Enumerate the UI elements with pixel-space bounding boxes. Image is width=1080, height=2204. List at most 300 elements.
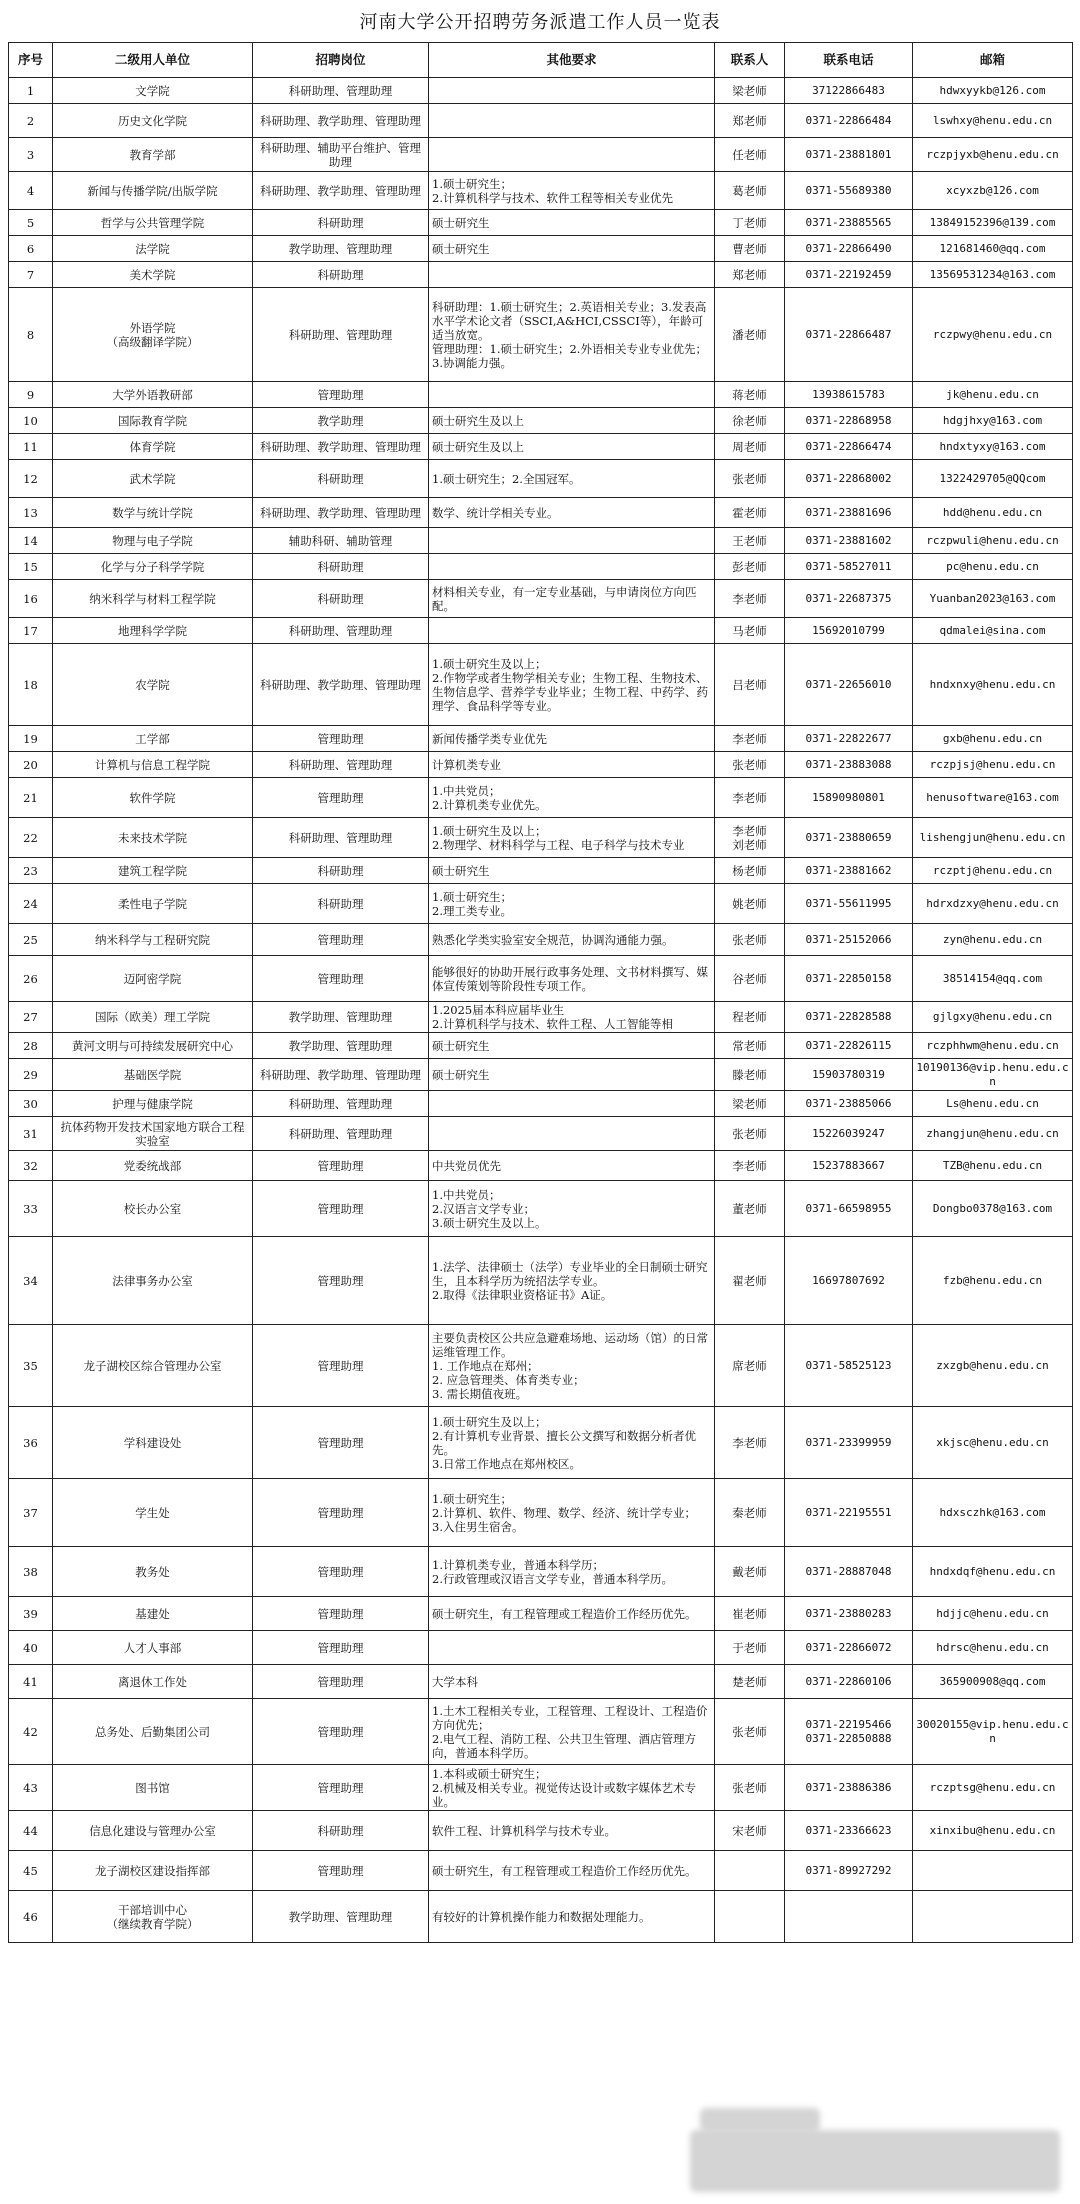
row-number: 18: [9, 644, 53, 726]
row-number: 26: [9, 956, 53, 1002]
header-no: 序号: [9, 43, 53, 78]
table-row: [9, 1407, 1073, 1479]
post-cell: 教学助理、管理助理: [253, 1033, 429, 1059]
table-row: [9, 752, 1073, 778]
table-row: [9, 1237, 1073, 1325]
contact-cell: 常老师: [715, 1033, 785, 1059]
requirements-cell: [429, 78, 715, 104]
unit-cell: 人才人事部: [53, 1631, 253, 1665]
row-number: 5: [9, 210, 53, 236]
phone-cell: 0371-22850158: [785, 956, 913, 1002]
unit-cell: 工学部: [53, 726, 253, 752]
post-cell: 科研助理、管理助理: [253, 752, 429, 778]
sheet-title: 河南大学公开招聘劳务派遣工作人员一览表: [359, 12, 721, 33]
contact-cell: 张老师: [715, 1765, 785, 1811]
table-row: [9, 1151, 1073, 1181]
contact-cell: 梁老师: [715, 1091, 785, 1117]
row-number: 30: [9, 1091, 53, 1117]
row-number: 6: [9, 236, 53, 262]
phone-cell: 0371-22192459: [785, 262, 913, 288]
row-number: 40: [9, 1631, 53, 1665]
row-number: 12: [9, 460, 53, 498]
unit-cell: 法学院: [53, 236, 253, 262]
requirements-cell: [429, 528, 715, 554]
table-row: [9, 434, 1073, 460]
requirements-cell: 数学、统计学相关专业。: [429, 498, 715, 528]
unit-cell: 教育学部: [53, 138, 253, 172]
table-row: [9, 1181, 1073, 1237]
email-cell: pc@henu.edu.cn: [913, 554, 1073, 580]
requirements-cell: 科研助理：1.硕士研究生；2.英语相关专业；3.发表高水平学术论文者（SSCI,A&HCI,CSSCI等），年龄可适当放宽。 管理助理：1.硕士研究生；2.外语相关专业专业优先；3.协调能力强。: [429, 288, 715, 382]
post-cell: 科研助理: [253, 1811, 429, 1851]
post-cell: 管理助理: [253, 1631, 429, 1665]
table-row: [9, 408, 1073, 434]
requirements-cell: [429, 262, 715, 288]
phone-cell: 0371-25152066: [785, 924, 913, 956]
table-row: [9, 554, 1073, 580]
contact-cell: 崔老师: [715, 1597, 785, 1631]
contact-cell: 翟老师: [715, 1237, 785, 1325]
email-cell: gxb@henu.edu.cn: [913, 726, 1073, 752]
header-row: [9, 43, 1073, 78]
unit-cell: 物理与电子学院: [53, 528, 253, 554]
unit-cell: 学生处: [53, 1479, 253, 1547]
email-cell: lswhxy@henu.edu.cn: [913, 104, 1073, 138]
email-cell: rczpwuli@henu.edu.cn: [913, 528, 1073, 554]
phone-cell: 0371-22828588: [785, 1002, 913, 1033]
requirements-cell: [429, 382, 715, 408]
table-row: [9, 104, 1073, 138]
requirements-cell: 1.硕士研究生； 2.计算机科学与技术、软件工程等相关专业优先: [429, 172, 715, 210]
row-number: 38: [9, 1547, 53, 1597]
contact-cell: 徐老师: [715, 408, 785, 434]
contact-cell: 楚老师: [715, 1665, 785, 1699]
phone-cell: 15692010799: [785, 618, 913, 644]
requirements-cell: 1.中共党员； 2.计算机类专业优先。: [429, 778, 715, 818]
contact-cell: 程老师: [715, 1002, 785, 1033]
contact-cell: 张老师: [715, 924, 785, 956]
requirements-cell: 计算机类专业: [429, 752, 715, 778]
unit-cell: 基础医学院: [53, 1059, 253, 1091]
contact-cell: 李老师 刘老师: [715, 818, 785, 858]
header-phone: 联系电话: [785, 43, 913, 78]
requirements-cell: [429, 1091, 715, 1117]
header-contact: 联系人: [715, 43, 785, 78]
contact-cell: 李老师: [715, 778, 785, 818]
contact-cell: 王老师: [715, 528, 785, 554]
post-cell: 管理助理: [253, 1851, 429, 1891]
contact-cell: 梁老师: [715, 78, 785, 104]
unit-cell: 地理科学学院: [53, 618, 253, 644]
row-number: 44: [9, 1811, 53, 1851]
post-cell: 管理助理: [253, 924, 429, 956]
unit-cell: 柔性电子学院: [53, 884, 253, 924]
phone-cell: 0371-22868002: [785, 460, 913, 498]
row-number: 43: [9, 1765, 53, 1811]
row-number: 29: [9, 1059, 53, 1091]
requirements-cell: 硕士研究生: [429, 236, 715, 262]
requirements-cell: 硕士研究生: [429, 1033, 715, 1059]
post-cell: 管理助理: [253, 778, 429, 818]
requirements-cell: [429, 138, 715, 172]
post-cell: 管理助理: [253, 1237, 429, 1325]
email-cell: Ls@henu.edu.cn: [913, 1091, 1073, 1117]
row-number: 8: [9, 288, 53, 382]
email-cell: hdrxdzxy@henu.edu.cn: [913, 884, 1073, 924]
email-cell: hdwxyykb@126.com: [913, 78, 1073, 104]
phone-cell: 15890980801: [785, 778, 913, 818]
post-cell: 科研助理: [253, 554, 429, 580]
post-cell: 管理助理: [253, 726, 429, 752]
phone-cell: 0371-22860106: [785, 1665, 913, 1699]
requirements-cell: 硕士研究生: [429, 1059, 715, 1091]
email-cell: hdd@henu.edu.cn: [913, 498, 1073, 528]
phone-cell: 15226039247: [785, 1117, 913, 1151]
email-cell: hndxtyxy@163.com: [913, 434, 1073, 460]
requirements-cell: [429, 1117, 715, 1151]
table-row: [9, 78, 1073, 104]
email-cell: 1322429705@QQcom: [913, 460, 1073, 498]
contact-cell: 李老师: [715, 726, 785, 752]
post-cell: 管理助理: [253, 1151, 429, 1181]
email-cell: [913, 1851, 1073, 1891]
row-number: 24: [9, 884, 53, 924]
unit-cell: 纳米科学与材料工程学院: [53, 580, 253, 618]
email-cell: Dongbo0378@163.com: [913, 1181, 1073, 1237]
contact-cell: 董老师: [715, 1181, 785, 1237]
email-cell: 10190136@vip.henu.edu.cn: [913, 1059, 1073, 1091]
row-number: 15: [9, 554, 53, 580]
contact-cell: 霍老师: [715, 498, 785, 528]
email-cell: gjlgxy@henu.edu.cn: [913, 1002, 1073, 1033]
contact-cell: 杨老师: [715, 858, 785, 884]
phone-cell: 0371-58525123: [785, 1325, 913, 1407]
phone-cell: 0371-23881696: [785, 498, 913, 528]
table-row: [9, 1479, 1073, 1547]
contact-cell: 郑老师: [715, 262, 785, 288]
contact-cell: 于老师: [715, 1631, 785, 1665]
phone-cell: 0371-23881801: [785, 138, 913, 172]
table-row: [9, 1597, 1073, 1631]
row-number: 13: [9, 498, 53, 528]
unit-cell: 建筑工程学院: [53, 858, 253, 884]
unit-cell: 武术学院: [53, 460, 253, 498]
unit-cell: 软件学院: [53, 778, 253, 818]
phone-cell: 0371-55611995: [785, 884, 913, 924]
contact-cell: 彭老师: [715, 554, 785, 580]
email-cell: 13849152396@139.com: [913, 210, 1073, 236]
phone-cell: 0371-22822677: [785, 726, 913, 752]
contact-cell: 任老师: [715, 138, 785, 172]
row-number: 33: [9, 1181, 53, 1237]
post-cell: 科研助理、管理助理: [253, 1091, 429, 1117]
row-number: 27: [9, 1002, 53, 1033]
unit-cell: 数学与统计学院: [53, 498, 253, 528]
unit-cell: 纳米科学与工程研究院: [53, 924, 253, 956]
row-number: 42: [9, 1699, 53, 1765]
email-cell: jk@henu.edu.cn: [913, 382, 1073, 408]
row-number: 28: [9, 1033, 53, 1059]
row-number: 23: [9, 858, 53, 884]
email-cell: 365900908@qq.com: [913, 1665, 1073, 1699]
requirements-cell: 软件工程、计算机科学与技术专业。: [429, 1811, 715, 1851]
row-number: 16: [9, 580, 53, 618]
email-cell: fzb@henu.edu.cn: [913, 1237, 1073, 1325]
unit-cell: 国际（欧美）理工学院: [53, 1002, 253, 1033]
table-row: [9, 858, 1073, 884]
row-number: 45: [9, 1851, 53, 1891]
table-row: [9, 818, 1073, 858]
phone-cell: 13938615783: [785, 382, 913, 408]
table-row: [9, 726, 1073, 752]
post-cell: 科研助理、管理助理: [253, 1117, 429, 1151]
table-row: [9, 1002, 1073, 1033]
phone-cell: 0371-22868958: [785, 408, 913, 434]
post-cell: 管理助理: [253, 956, 429, 1002]
contact-cell: 潘老师: [715, 288, 785, 382]
requirements-cell: 硕士研究生及以上: [429, 408, 715, 434]
post-cell: 管理助理: [253, 1407, 429, 1479]
phone-cell: 0371-89927292: [785, 1851, 913, 1891]
table-row: [9, 1631, 1073, 1665]
phone-cell: 0371-58527011: [785, 554, 913, 580]
table-row: [9, 1547, 1073, 1597]
phone-cell: 0371-23885066: [785, 1091, 913, 1117]
post-cell: 科研助理、辅助平台维护、管理助理: [253, 138, 429, 172]
email-cell: rczpjyxb@henu.edu.cn: [913, 138, 1073, 172]
recruitment-table: [8, 42, 1073, 1943]
unit-cell: 哲学与公共管理学院: [53, 210, 253, 236]
row-number: 4: [9, 172, 53, 210]
requirements-cell: [429, 554, 715, 580]
unit-cell: 迈阿密学院: [53, 956, 253, 1002]
post-cell: 管理助理: [253, 1699, 429, 1765]
requirements-cell: 1.硕士研究生；2.全国冠军。: [429, 460, 715, 498]
requirements-cell: 1.硕士研究生； 2.理工类专业。: [429, 884, 715, 924]
contact-cell: 戴老师: [715, 1547, 785, 1597]
requirements-cell: [429, 1631, 715, 1665]
post-cell: 管理助理: [253, 1547, 429, 1597]
email-cell: Yuanban2023@163.com: [913, 580, 1073, 618]
unit-cell: 干部培训中心 （继续教育学院）: [53, 1891, 253, 1943]
unit-cell: 黄河文明与可持续发展研究中心: [53, 1033, 253, 1059]
post-cell: 教学助理、管理助理: [253, 1002, 429, 1033]
phone-cell: 0371-22195466 0371-22850888: [785, 1699, 913, 1765]
post-cell: 科研助理: [253, 884, 429, 924]
contact-cell: 丁老师: [715, 210, 785, 236]
row-number: 10: [9, 408, 53, 434]
contact-cell: 席老师: [715, 1325, 785, 1407]
post-cell: 教学助理、管理助理: [253, 1891, 429, 1943]
contact-cell: 宋老师: [715, 1811, 785, 1851]
table-row: [9, 1117, 1073, 1151]
requirements-cell: 材料相关专业，有一定专业基础，与申请岗位方向匹配。: [429, 580, 715, 618]
requirements-cell: 1.硕士研究生； 2.计算机、软件、物理、数学、经济、统计学专业； 3.入住男生宿舍。: [429, 1479, 715, 1547]
unit-cell: 离退休工作处: [53, 1665, 253, 1699]
requirements-cell: 有较好的计算机操作能力和数据处理能力。: [429, 1891, 715, 1943]
post-cell: 管理助理: [253, 1181, 429, 1237]
requirements-cell: 1.2025届本科应届毕业生 2.计算机科学与技术、软件工程、人工智能等相: [429, 1002, 715, 1033]
table-row: [9, 210, 1073, 236]
email-cell: henusoftware@163.com: [913, 778, 1073, 818]
row-number: 9: [9, 382, 53, 408]
post-cell: 教学助理、管理助理: [253, 236, 429, 262]
row-number: 11: [9, 434, 53, 460]
row-number: 32: [9, 1151, 53, 1181]
row-number: 1: [9, 78, 53, 104]
unit-cell: 体育学院: [53, 434, 253, 460]
unit-cell: 计算机与信息工程学院: [53, 752, 253, 778]
table-body: [9, 78, 1073, 1943]
requirements-cell: 1.法学、法律硕士（法学）专业毕业的全日制硕士研究生，且本科学历为统招法学专业。 2.取得《法律职业资格证书》A证。: [429, 1237, 715, 1325]
requirements-cell: 1.土木工程相关专业，工程管理、工程设计、工程造价方向优先； 2.电气工程、消防工程、公共卫生管理、酒店管理方向，普通本科学历。: [429, 1699, 715, 1765]
phone-cell: 0371-66598955: [785, 1181, 913, 1237]
row-number: 39: [9, 1597, 53, 1631]
row-number: 25: [9, 924, 53, 956]
email-cell: hdxsczhk@163.com: [913, 1479, 1073, 1547]
row-number: 36: [9, 1407, 53, 1479]
header-unit: 二级用人单位: [53, 43, 253, 78]
table-row: [9, 580, 1073, 618]
table-row: [9, 460, 1073, 498]
phone-cell: 0371-23881662: [785, 858, 913, 884]
contact-cell: 李老师: [715, 1151, 785, 1181]
table-row: [9, 778, 1073, 818]
unit-cell: 图书馆: [53, 1765, 253, 1811]
contact-cell: 葛老师: [715, 172, 785, 210]
email-cell: rczphhwm@henu.edu.cn: [913, 1033, 1073, 1059]
table-row: [9, 262, 1073, 288]
email-cell: xinxibu@henu.edu.cn: [913, 1811, 1073, 1851]
table-row: [9, 288, 1073, 382]
phone-cell: 15903780319: [785, 1059, 913, 1091]
email-cell: xkjsc@henu.edu.cn: [913, 1407, 1073, 1479]
post-cell: 管理助理: [253, 1479, 429, 1547]
unit-cell: 外语学院 （高级翻译学院）: [53, 288, 253, 382]
email-cell: rczptj@henu.edu.cn: [913, 858, 1073, 884]
unit-cell: 龙子湖校区建设指挥部: [53, 1851, 253, 1891]
row-number: 34: [9, 1237, 53, 1325]
requirements-cell: 1.中共党员； 2.汉语言文学专业； 3.硕士研究生及以上。: [429, 1181, 715, 1237]
unit-cell: 校长办公室: [53, 1181, 253, 1237]
post-cell: 管理助理: [253, 1765, 429, 1811]
post-cell: 科研助理、教学助理、管理助理: [253, 498, 429, 528]
contact-cell: 吕老师: [715, 644, 785, 726]
row-number: 20: [9, 752, 53, 778]
unit-cell: 教务处: [53, 1547, 253, 1597]
unit-cell: 未来技术学院: [53, 818, 253, 858]
contact-cell: 李老师: [715, 1407, 785, 1479]
requirements-cell: 硕士研究生，有工程管理或工程造价工作经历优先。: [429, 1851, 715, 1891]
email-cell: rczpjsj@henu.edu.cn: [913, 752, 1073, 778]
phone-cell: 0371-23886386: [785, 1765, 913, 1811]
contact-cell: 郑老师: [715, 104, 785, 138]
post-cell: 辅助科研、辅助管理: [253, 528, 429, 554]
table-row: [9, 1033, 1073, 1059]
table-row: [9, 1325, 1073, 1407]
post-cell: 管理助理: [253, 1325, 429, 1407]
contact-cell: 李老师: [715, 580, 785, 618]
header-requirements: 其他要求: [429, 43, 715, 78]
email-cell: hndxnxy@henu.edu.cn: [913, 644, 1073, 726]
privacy-blur: [690, 2130, 1060, 2192]
email-cell: 30020155@vip.henu.edu.cn: [913, 1699, 1073, 1765]
post-cell: 科研助理、管理助理: [253, 818, 429, 858]
email-cell: qdmalei@sina.com: [913, 618, 1073, 644]
contact-cell: 秦老师: [715, 1479, 785, 1547]
post-cell: 科研助理、教学助理、管理助理: [253, 434, 429, 460]
post-cell: 管理助理: [253, 1597, 429, 1631]
unit-cell: 国际教育学院: [53, 408, 253, 434]
unit-cell: 学科建设处: [53, 1407, 253, 1479]
email-cell: hdgjhxy@163.com: [913, 408, 1073, 434]
row-number: 35: [9, 1325, 53, 1407]
phone-cell: 0371-23399959: [785, 1407, 913, 1479]
phone-cell: 0371-23880283: [785, 1597, 913, 1631]
table-row: [9, 172, 1073, 210]
row-number: 41: [9, 1665, 53, 1699]
phone-cell: 0371-55689380: [785, 172, 913, 210]
requirements-cell: 能够很好的协助开展行政事务处理、文书材料撰写、媒体宣传策划等阶段性专项工作。: [429, 956, 715, 1002]
table-row: [9, 1811, 1073, 1851]
email-cell: TZB@henu.edu.cn: [913, 1151, 1073, 1181]
row-number: 31: [9, 1117, 53, 1151]
email-cell: hdrsc@henu.edu.cn: [913, 1631, 1073, 1665]
unit-cell: 基建处: [53, 1597, 253, 1631]
row-number: 7: [9, 262, 53, 288]
requirements-cell: [429, 104, 715, 138]
email-cell: zhangjun@henu.edu.cn: [913, 1117, 1073, 1151]
unit-cell: 历史文化学院: [53, 104, 253, 138]
contact-cell: 滕老师: [715, 1059, 785, 1091]
table-row: [9, 618, 1073, 644]
phone-cell: 0371-23885565: [785, 210, 913, 236]
post-cell: 科研助理: [253, 262, 429, 288]
email-cell: zxzgb@henu.edu.cn: [913, 1325, 1073, 1407]
table-row: [9, 1891, 1073, 1943]
post-cell: 科研助理、教学助理、管理助理: [253, 644, 429, 726]
phone-cell: [785, 1891, 913, 1943]
unit-cell: 新闻与传播学院/出版学院: [53, 172, 253, 210]
row-number: 22: [9, 818, 53, 858]
unit-cell: 文学院: [53, 78, 253, 104]
post-cell: 科研助理、管理助理: [253, 78, 429, 104]
post-cell: 科研助理: [253, 460, 429, 498]
post-cell: 科研助理、教学助理、管理助理: [253, 104, 429, 138]
table-row: [9, 1091, 1073, 1117]
contact-cell: [715, 1851, 785, 1891]
requirements-cell: 新闻传播学类专业优先: [429, 726, 715, 752]
unit-cell: 护理与健康学院: [53, 1091, 253, 1117]
unit-cell: 化学与分子科学学院: [53, 554, 253, 580]
privacy-blur: [700, 2108, 820, 2132]
phone-cell: 0371-22866490: [785, 236, 913, 262]
row-number: 17: [9, 618, 53, 644]
row-number: 14: [9, 528, 53, 554]
phone-cell: 0371-23881602: [785, 528, 913, 554]
requirements-cell: 硕士研究生: [429, 210, 715, 236]
row-number: 19: [9, 726, 53, 752]
email-cell: [913, 1891, 1073, 1943]
table-row: [9, 236, 1073, 262]
table-row: [9, 924, 1073, 956]
requirements-cell: 1.硕士研究生及以上； 2.物理学、材料科学与工程、电子科学与技术专业: [429, 818, 715, 858]
post-cell: 科研助理: [253, 210, 429, 236]
phone-cell: 0371-23883088: [785, 752, 913, 778]
email-cell: 38514154@qq.com: [913, 956, 1073, 1002]
unit-cell: 信息化建设与管理办公室: [53, 1811, 253, 1851]
phone-cell: 0371-22656010: [785, 644, 913, 726]
